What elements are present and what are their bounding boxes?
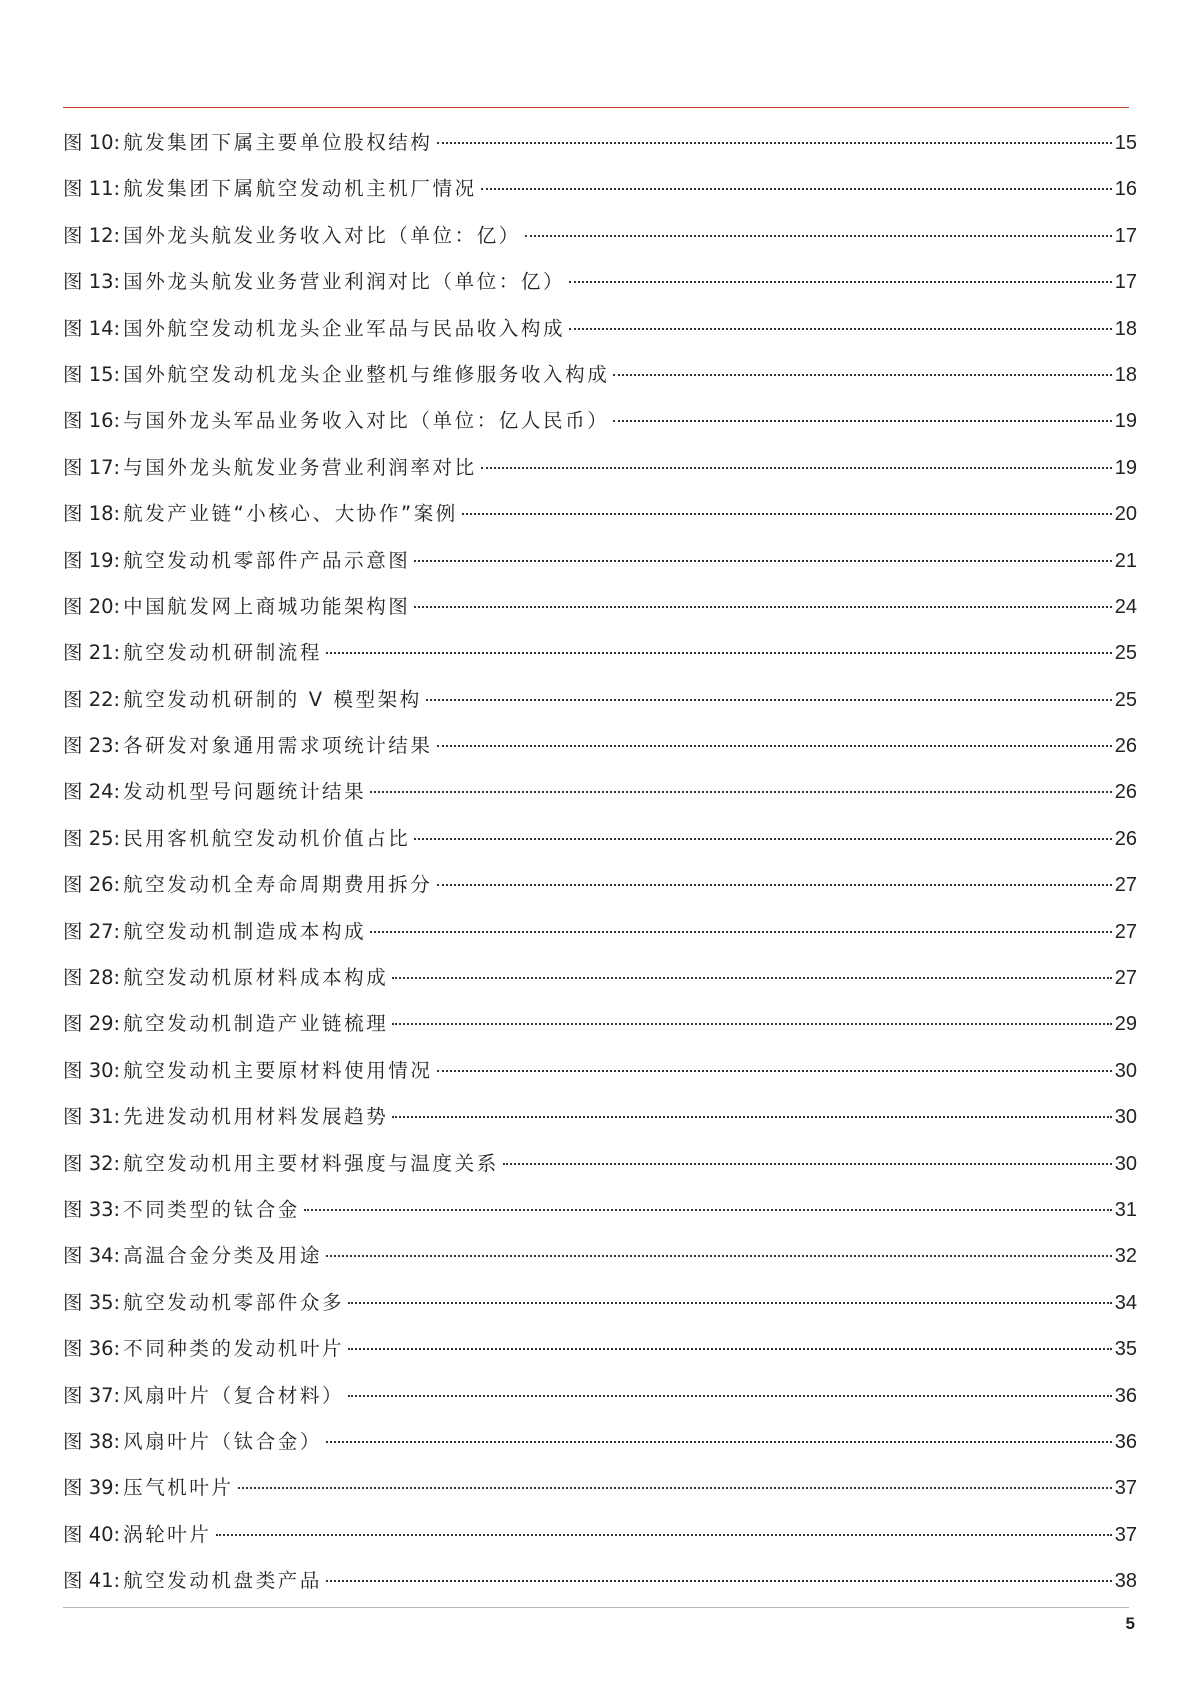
figure-label: 图 31: bbox=[63, 1105, 121, 1129]
figure-title: 航空发动机制造产业链梳理 bbox=[123, 1012, 389, 1036]
figure-title: 航空发动机用主要材料强度与温度关系 bbox=[123, 1151, 499, 1175]
dot-leader bbox=[392, 1023, 1111, 1025]
figure-title: 航发产业链“小核心、大协作”案例 bbox=[123, 502, 458, 526]
figure-label: 图 33: bbox=[63, 1197, 121, 1221]
dot-leader bbox=[326, 1255, 1112, 1257]
figure-title: 航发集团下属主要单位股权结构 bbox=[123, 131, 433, 154]
figure-title: 国外龙头航发业务营业利润对比（单位：亿） bbox=[123, 270, 566, 294]
figure-title: 航空发动机零部件众多 bbox=[123, 1290, 345, 1314]
dot-leader bbox=[569, 281, 1112, 283]
figure-page-number: 24 bbox=[1114, 595, 1137, 618]
figure-title: 航空发动机盘类产品 bbox=[123, 1569, 322, 1593]
figure-label: 图 24: bbox=[63, 780, 121, 804]
figure-index-list bbox=[63, 120, 1137, 1605]
figure-page-number: 34 bbox=[1114, 1291, 1137, 1314]
dot-leader bbox=[437, 884, 1112, 886]
figure-title: 国外龙头航发业务收入对比（单位：亿） bbox=[123, 223, 521, 247]
dot-leader bbox=[437, 1070, 1112, 1072]
figure-page-number: 31 bbox=[1114, 1198, 1137, 1221]
figure-title: 与国外龙头军品业务收入对比（单位：亿人民币） bbox=[123, 409, 610, 433]
dot-leader bbox=[462, 513, 1112, 515]
dot-leader bbox=[481, 188, 1112, 190]
toc-entry[interactable] bbox=[63, 1419, 1137, 1465]
toc-entry[interactable] bbox=[63, 862, 1137, 908]
dot-leader bbox=[238, 1487, 1112, 1489]
figure-page-number: 37 bbox=[1114, 1477, 1137, 1500]
figure-label: 图 30: bbox=[63, 1058, 121, 1082]
toc-entry[interactable] bbox=[63, 259, 1137, 305]
dot-leader bbox=[326, 1441, 1112, 1443]
toc-entry[interactable] bbox=[63, 677, 1137, 723]
dot-leader bbox=[304, 1209, 1112, 1211]
figure-label: 图 13: bbox=[63, 270, 121, 294]
figure-page-number: 19 bbox=[1114, 410, 1137, 433]
toc-entry[interactable] bbox=[63, 1280, 1137, 1326]
figure-label: 图 19: bbox=[63, 548, 121, 572]
dot-leader bbox=[437, 142, 1112, 144]
figure-page-number: 35 bbox=[1114, 1338, 1137, 1361]
figure-title: 中国航发网上商城功能架构图 bbox=[123, 594, 411, 618]
figure-page-number: 16 bbox=[1114, 178, 1137, 201]
dot-leader bbox=[414, 560, 1111, 562]
toc-entry[interactable] bbox=[63, 1326, 1137, 1372]
toc-entry[interactable] bbox=[63, 1233, 1137, 1279]
toc-entry[interactable] bbox=[63, 1373, 1137, 1419]
dot-leader bbox=[569, 328, 1112, 330]
figure-title: 各研发对象通用需求项统计结果 bbox=[123, 734, 433, 758]
toc-entry[interactable] bbox=[63, 630, 1137, 676]
figure-label: 图 14: bbox=[63, 316, 121, 340]
figure-label: 图 23: bbox=[63, 734, 121, 758]
figure-label: 图 38: bbox=[63, 1429, 121, 1453]
figure-title: 航空发动机制造成本构成 bbox=[123, 919, 367, 943]
dot-leader bbox=[503, 1163, 1112, 1165]
toc-entry[interactable] bbox=[63, 538, 1137, 584]
toc-entry[interactable] bbox=[63, 1558, 1137, 1604]
figure-label: 图 39: bbox=[63, 1476, 121, 1500]
figure-page-number: 21 bbox=[1114, 549, 1137, 572]
figure-page-number: 30 bbox=[1114, 1106, 1137, 1129]
figure-title: 压气机叶片 bbox=[123, 1476, 234, 1500]
toc-entry[interactable] bbox=[63, 445, 1137, 491]
figure-label: 图 36: bbox=[63, 1337, 121, 1361]
dot-leader bbox=[481, 467, 1112, 469]
figure-title: 航空发动机全寿命周期费用拆分 bbox=[123, 873, 433, 897]
figure-page-number: 30 bbox=[1114, 1152, 1137, 1175]
figure-page-number: 15 bbox=[1114, 132, 1137, 154]
figure-label: 图 20: bbox=[63, 594, 121, 618]
figure-label: 图 26: bbox=[63, 873, 121, 897]
dot-leader bbox=[414, 606, 1111, 608]
figure-page-number: 18 bbox=[1114, 363, 1137, 386]
dot-leader bbox=[525, 235, 1112, 237]
dot-leader bbox=[613, 374, 1111, 376]
figure-title: 与国外龙头航发业务营业利润率对比 bbox=[123, 455, 477, 479]
dot-leader bbox=[370, 931, 1112, 933]
figure-title: 风扇叶片（钛合金） bbox=[123, 1429, 322, 1453]
figure-page-number: 20 bbox=[1114, 503, 1137, 526]
figure-title: 民用客机航空发动机价值占比 bbox=[123, 826, 411, 850]
figure-label: 图 34: bbox=[63, 1244, 121, 1268]
figure-page-number: 26 bbox=[1114, 781, 1137, 804]
figure-label: 图 29: bbox=[63, 1012, 121, 1036]
toc-entry[interactable] bbox=[63, 213, 1137, 259]
toc-entry[interactable] bbox=[63, 584, 1137, 630]
toc-entry[interactable] bbox=[63, 120, 1137, 166]
figure-page-number: 26 bbox=[1114, 827, 1137, 850]
figure-label: 图 41: bbox=[63, 1569, 121, 1593]
figure-label: 图 27: bbox=[63, 919, 121, 943]
figure-title: 发动机型号问题统计结果 bbox=[123, 780, 367, 804]
toc-entry[interactable] bbox=[63, 352, 1137, 398]
toc-entry[interactable] bbox=[63, 1465, 1137, 1511]
figure-page-number: 25 bbox=[1114, 642, 1137, 665]
toc-entry[interactable] bbox=[63, 816, 1137, 862]
figure-label: 图 37: bbox=[63, 1383, 121, 1407]
toc-entry[interactable] bbox=[63, 398, 1137, 444]
toc-entry[interactable] bbox=[63, 491, 1137, 537]
figure-label: 图 40: bbox=[63, 1522, 121, 1546]
dot-leader bbox=[216, 1534, 1112, 1536]
figure-title: 航空发动机研制的 V 模型架构 bbox=[123, 687, 422, 711]
figure-label: 图 15: bbox=[63, 362, 121, 386]
figure-title: 不同类型的钛合金 bbox=[123, 1197, 300, 1221]
figure-label: 图 35: bbox=[63, 1290, 121, 1314]
figure-label: 图 18: bbox=[63, 502, 121, 526]
figure-label: 图 25: bbox=[63, 826, 121, 850]
figure-page-number: 29 bbox=[1114, 1013, 1137, 1036]
figure-page-number: 25 bbox=[1114, 688, 1137, 711]
figure-label: 图 17: bbox=[63, 455, 121, 479]
figure-label: 图 22: bbox=[63, 687, 121, 711]
figure-page-number: 26 bbox=[1114, 735, 1137, 758]
dot-leader bbox=[426, 699, 1112, 701]
figure-title: 航发集团下属航空发动机主机厂情况 bbox=[123, 177, 477, 201]
figure-title: 航空发动机零部件产品示意图 bbox=[123, 548, 411, 572]
figure-page-number: 32 bbox=[1114, 1245, 1137, 1268]
figure-page-number: 37 bbox=[1114, 1523, 1137, 1546]
dot-leader bbox=[326, 1580, 1112, 1582]
figure-title: 不同种类的发动机叶片 bbox=[123, 1337, 345, 1361]
figure-page-number: 18 bbox=[1114, 317, 1137, 340]
figure-page-number: 36 bbox=[1114, 1430, 1137, 1453]
dot-leader bbox=[437, 745, 1112, 747]
dot-leader bbox=[370, 791, 1112, 793]
figure-page-number: 36 bbox=[1114, 1384, 1137, 1407]
toc-entry[interactable] bbox=[63, 955, 1137, 1001]
figure-label: 图 11: bbox=[63, 177, 121, 201]
figure-page-number: 27 bbox=[1114, 967, 1137, 990]
figure-title: 涡轮叶片 bbox=[123, 1522, 212, 1546]
header-divider bbox=[63, 107, 1129, 108]
toc-entry[interactable] bbox=[63, 306, 1137, 352]
figure-page-number: 30 bbox=[1114, 1059, 1137, 1082]
figure-title: 国外航空发动机龙头企业军品与民品收入构成 bbox=[123, 316, 566, 340]
toc-entry[interactable] bbox=[63, 1141, 1137, 1187]
figure-label: 图 16: bbox=[63, 409, 121, 433]
figure-title: 航空发动机研制流程 bbox=[123, 641, 322, 665]
toc-entry[interactable] bbox=[63, 1187, 1137, 1233]
figure-label: 图 10: bbox=[63, 131, 121, 154]
toc-entry[interactable] bbox=[63, 1001, 1137, 1047]
dot-leader bbox=[348, 1395, 1112, 1397]
figure-page-number: 17 bbox=[1114, 224, 1137, 247]
toc-entry[interactable] bbox=[63, 909, 1137, 955]
dot-leader bbox=[392, 1116, 1111, 1118]
dot-leader bbox=[414, 838, 1111, 840]
figure-label: 图 12: bbox=[63, 223, 121, 247]
page-number: 5 bbox=[1125, 1614, 1135, 1633]
dot-leader bbox=[348, 1348, 1112, 1350]
dot-leader bbox=[326, 652, 1112, 654]
figure-label: 图 21: bbox=[63, 641, 121, 665]
figure-page-number: 27 bbox=[1114, 874, 1137, 897]
figure-title: 风扇叶片（复合材料） bbox=[123, 1383, 345, 1407]
figure-title: 航空发动机主要原材料使用情况 bbox=[123, 1058, 433, 1082]
footer-divider bbox=[63, 1607, 1129, 1608]
figure-page-number: 17 bbox=[1114, 271, 1137, 294]
figure-label: 图 28: bbox=[63, 966, 121, 990]
figure-title: 高温合金分类及用途 bbox=[123, 1244, 322, 1268]
figure-label: 图 32: bbox=[63, 1151, 121, 1175]
dot-leader bbox=[392, 977, 1111, 979]
figure-page-number: 38 bbox=[1114, 1570, 1137, 1593]
dot-leader bbox=[613, 420, 1111, 422]
toc-entry[interactable] bbox=[63, 723, 1137, 769]
toc-entry[interactable] bbox=[63, 166, 1137, 212]
toc-entry[interactable] bbox=[63, 1048, 1137, 1094]
figure-page-number: 19 bbox=[1114, 456, 1137, 479]
toc-entry[interactable] bbox=[63, 1512, 1137, 1558]
dot-leader bbox=[348, 1302, 1112, 1304]
toc-entry[interactable] bbox=[63, 769, 1137, 815]
figure-page-number: 27 bbox=[1114, 920, 1137, 943]
toc-entry[interactable] bbox=[63, 1094, 1137, 1140]
figure-title: 航空发动机原材料成本构成 bbox=[123, 966, 389, 990]
figure-title: 国外航空发动机龙头企业整机与维修服务收入构成 bbox=[123, 362, 610, 386]
figure-title: 先进发动机用材料发展趋势 bbox=[123, 1105, 389, 1129]
